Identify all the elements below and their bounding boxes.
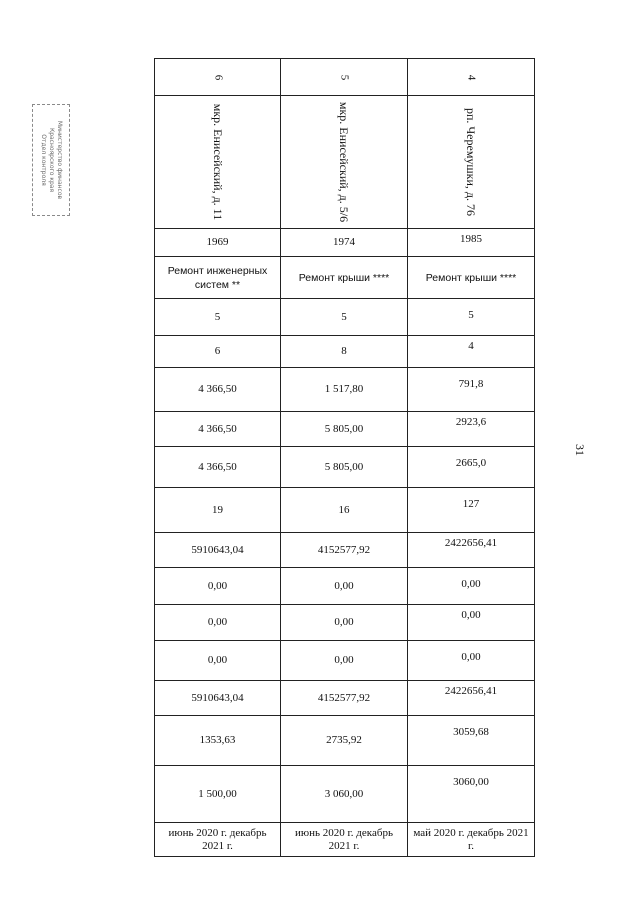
table-cell: 4152577,92	[281, 681, 408, 716]
table-cell: 4 366,50	[155, 447, 281, 488]
table-cell: 4	[408, 59, 535, 96]
table-cell: 4 366,50	[155, 412, 281, 447]
registry-stamp	[32, 104, 70, 216]
table-cell: 5	[281, 299, 408, 336]
table-row	[155, 447, 535, 488]
table-row	[155, 681, 535, 716]
table-cell: 5	[408, 299, 535, 336]
table-row-work-type	[155, 257, 535, 299]
table-cell: Ремонт крыши ****	[408, 257, 535, 299]
stamp-line: Красноярского края	[48, 127, 55, 193]
table-row	[155, 641, 535, 681]
table-cell: Ремонт инженерных систем **	[155, 257, 281, 299]
table-cell	[155, 96, 281, 229]
table-row-period	[155, 823, 535, 857]
table-cell: 19	[155, 488, 281, 533]
table-cell	[408, 96, 535, 229]
table-row	[155, 412, 535, 447]
table-cell: 6	[155, 59, 281, 96]
table-row-address	[155, 96, 535, 229]
table-cell: 5910643,04	[155, 533, 281, 568]
page-number: 31	[573, 444, 587, 456]
table-cell: 4	[408, 336, 535, 368]
table-cell: 5 805,00	[281, 412, 408, 447]
table-cell: 4152577,92	[281, 533, 408, 568]
table-cell: 0,00	[408, 568, 535, 605]
table-cell: 0,00	[155, 568, 281, 605]
table-cell: июнь 2020 г. декабрь 2021 г.	[155, 823, 281, 857]
table-cell: 1 517,80	[281, 368, 408, 412]
table-cell: 3 060,00	[281, 766, 408, 823]
table-row	[155, 336, 535, 368]
table-row	[155, 368, 535, 412]
table-cell: 4 366,50	[155, 368, 281, 412]
table-cell: 0,00	[155, 641, 281, 681]
table-row	[155, 568, 535, 605]
housing-repair-table	[154, 58, 535, 857]
table-cell: 5910643,04	[155, 681, 281, 716]
table-cell: 0,00	[281, 568, 408, 605]
table-cell: 2923,6	[408, 412, 535, 447]
table-cell: 1969	[155, 229, 281, 257]
table-cell: 6	[155, 336, 281, 368]
table-row	[155, 533, 535, 568]
table-cell: 1353,63	[155, 716, 281, 766]
table-cell: 3059,68	[408, 716, 535, 766]
table-cell	[281, 96, 408, 229]
table-cell: 5 805,00	[281, 447, 408, 488]
table-cell: 2422656,41	[408, 533, 535, 568]
table-cell: 0,00	[408, 641, 535, 681]
table-cell: 0,00	[281, 641, 408, 681]
table-cell: 0,00	[155, 605, 281, 641]
table-cell: 127	[408, 488, 535, 533]
table-row	[155, 299, 535, 336]
table-row-year	[155, 229, 535, 257]
table-cell: 5	[281, 59, 408, 96]
table-cell: 5	[155, 299, 281, 336]
table-row	[155, 766, 535, 823]
stamp-line: Отдел контроля	[40, 134, 47, 186]
table-row	[155, 488, 535, 533]
table-cell: 1 500,00	[155, 766, 281, 823]
address-text: мкр. Енисейский, д. 5/6	[337, 101, 351, 223]
table-cell: 16	[281, 488, 408, 533]
table-row	[155, 716, 535, 766]
table-cell: 0,00	[408, 605, 535, 641]
table-cell: 2735,92	[281, 716, 408, 766]
table-row-column-numbers	[155, 59, 535, 96]
table-cell: 791,8	[408, 368, 535, 412]
table-cell: 3060,00	[408, 766, 535, 823]
address-text: рп. Черемушки, д. 76	[464, 107, 478, 217]
table-cell: июнь 2020 г. декабрь 2021 г.	[281, 823, 408, 857]
table-cell: май 2020 г. декабрь 2021 г.	[408, 823, 535, 857]
stamp-line: Министерство финансов	[56, 120, 63, 200]
table-cell: 1974	[281, 229, 408, 257]
table-cell: 1985	[408, 229, 535, 257]
stamp-text	[39, 108, 63, 212]
address-text: мкр. Енисейский, д. 11	[210, 103, 225, 221]
table-cell: 0,00	[281, 605, 408, 641]
table-cell: Ремонт крыши ****	[281, 257, 408, 299]
table-cell: 2665,0	[408, 447, 535, 488]
table-row	[155, 605, 535, 641]
table-cell: 2422656,41	[408, 681, 535, 716]
table-cell: 8	[281, 336, 408, 368]
